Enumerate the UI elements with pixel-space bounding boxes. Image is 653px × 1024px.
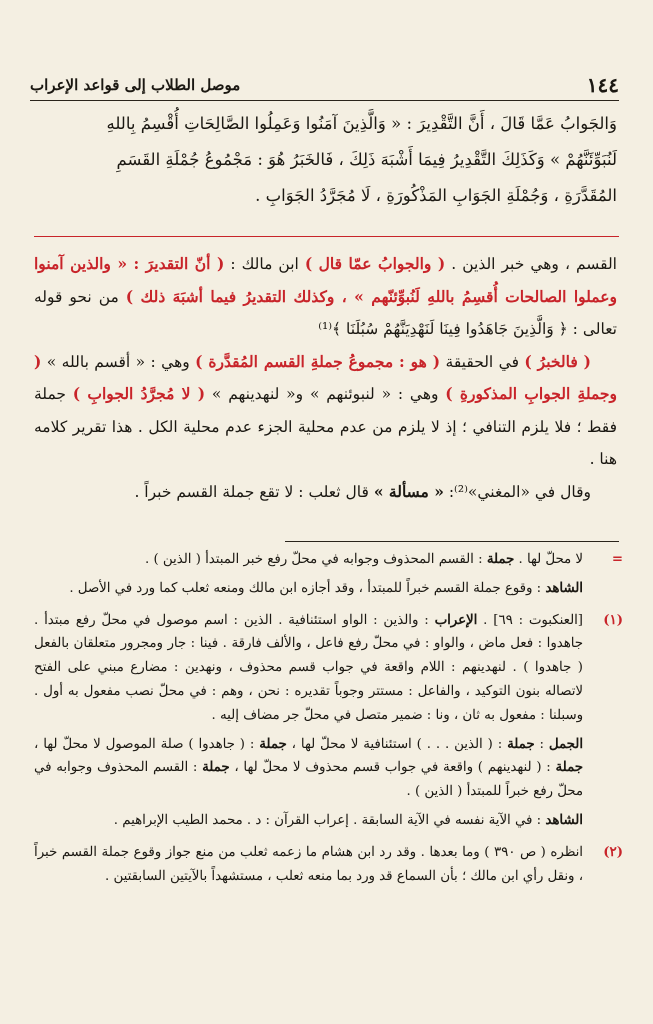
footnote-paragraph: [34, 733, 583, 804]
text-run: : وقوع جملة القسم خبراً للمبتدأ ، وقد أجازه ابن مالك ومنعه ثعلب كما ورد في الأصل .: [69, 580, 546, 596]
main-text-line: المُقَدَّرَةِ ، وَجُمْلَةِ الجَوَابِ المَذْكُورَةِ ، لَا مُجَرَّدُ الجَوَابِ .: [255, 186, 617, 205]
running-title: موصل الطلاب إلى قواعد الإعراب: [30, 76, 241, 94]
main-text: [34, 106, 617, 214]
bold-term: الشاهد: [545, 580, 583, 596]
highlighted-quote: ( أنّ التقديرَ : « والذين آمنوا وعملوا الصالحات أُقسِمُ باللهِ لَنُبوِّئنّهم » ، وكذلك التقديرُ فيما أشبَهَ ذلك ): [34, 254, 617, 306]
text-run: لا محلّ لها .: [514, 552, 583, 567]
bold-term: جملة: [486, 552, 515, 567]
footnote: [34, 609, 623, 835]
text-run: ابن مالك :: [224, 255, 305, 273]
bold-term: جملة: [259, 736, 287, 752]
text-run: : في الآية نفسه في الآية السابقة . إعراب القرآن : د . محمد الطيب الإبراهيم .: [113, 812, 546, 828]
page-header: [30, 70, 619, 101]
text-run: انظره ( ص ٣٩٠ ) وما بعدها . وقد رد ابن هشام ما زعمه ثعلب من منع جواز وقوع جملة القسم خبراً ، ونقل رأي ابن مالك ؛ بأن السماع قد ورد بما منعه ثعلب ، مستشهداً بالآيتين السابقتين .: [34, 844, 583, 884]
commentary: [34, 248, 617, 508]
footnotes: [34, 548, 623, 890]
footnote-paragraph: [34, 809, 583, 833]
main-text-line: وَالجَوابُ عَمَّا قَالَ ، أَنَّ التَّقْدِيرَ : « وَالَّذِينَ آمَنُوا وَعَمِلُوا الصَّالِحَاتِ أُقْسِمُ بِاللهِ: [106, 114, 617, 133]
commentary-paragraph: [34, 476, 617, 509]
commentary-paragraph: [34, 248, 617, 346]
bold-term: الإعراب: [434, 612, 478, 628]
footnote-rule: [285, 541, 619, 542]
highlighted-quote: ( هو : مجموعُ جملةِ القسم المُقدَّرة ): [195, 351, 441, 371]
bold-term: جملة: [507, 736, 535, 752]
text-run: : القسم المحذوف وجوابه في محلّ رفع خبر المبتدأ ( الذين ) .: [145, 552, 487, 567]
text-run: :: [534, 736, 549, 752]
commentary-paragraph: [34, 346, 617, 476]
text-run: القسم ، وهي خبر الذين .: [445, 255, 617, 273]
bold-term: جملة: [555, 760, 583, 776]
footnote-body: [34, 609, 583, 835]
highlighted-quote: ( والجوابُ عمّا قال ): [304, 254, 446, 273]
text-run: من نحو قوله تعالى : ﴿ وَالَّذِينَ جَاهَدُوا فِينَا لَنَهْدِيَنَّهُمْ سُبُلَنَا ﴾: [34, 287, 617, 338]
highlighted-quote: ( لا مُجرَّدُ الجوابِ ): [72, 384, 206, 403]
footnote-body: [34, 548, 583, 603]
bold-term: الشاهد: [545, 812, 583, 828]
footnote: [34, 548, 623, 603]
footnote-paragraph: [34, 548, 583, 572]
highlighted-quote: ( وجملةِ الجوابِ المذكورةِ ): [34, 351, 617, 403]
page-number: ١٤٤: [586, 73, 619, 97]
text-run: جملة فقط ؛ فلا يلزم التنافي ؛ إذ لا يلزم من عدم محلية الجزء عدم محلية الكل . هذا تقرير كلامه هنا .: [34, 385, 617, 468]
text-run: : ( لنهدينهم ) واقعة في جواب قسم محذوف لا محلّ لها ،: [229, 760, 556, 776]
bold-term: الجمل: [548, 736, 584, 752]
footnote-paragraph: [34, 577, 583, 601]
text-run: : والذين : الواو استئنافية . الذين : اسم موصول في محلّ رفع مبتدأ . جاهدوا : فعل ماض ، والواو : في محلّ رفع فاعل ، والألف فارقة . فينا : جار ومجرور متعلقان بالفعل ( جاهدوا ) . لنهدينهم : اللام واقعة في جواب قسم محذوف ، ونهدين : مضارع مبني على الفتح لاتصاله بنون التوكيد ، والفاعل : مستتر وجوباً تقديره : نحن ، وهم : في محلّ نصب مفعول به أول . وسبلنا : مفعول به ثان ، ونا : ضمير متصل في محلّ جر مضاف إليه .: [34, 612, 583, 723]
text-run: وهي : « لنبوئنهم » و« لنهدينهم »: [205, 385, 446, 403]
text-run: : ( الذين . . . ) استئنافية لا محلّ لها ،: [286, 736, 508, 752]
footnote-paragraph: [34, 841, 583, 889]
text-run: في الحقيقة: [440, 352, 525, 371]
section-divider: [34, 236, 619, 237]
text-run: : ( جاهدوا ) صلة الموصول لا محلّ لها ،: [34, 736, 260, 752]
main-text-line: لَنُبَوِّئَنَّهُمْ » وَكَذَلِكَ التَّقْدِيرُ فِيمَا أَشْبَهَ ذَلِكَ ، فَالخَبَرُ هُوَ : مَجْمُوعُ جُمْلَةِ القَسَمِ: [116, 150, 617, 169]
highlighted-quote: ( فالخبرُ ): [524, 351, 591, 371]
text-run: قال ثعلب : لا تقع جملة القسم خبراً .: [134, 482, 374, 501]
text-run: وهي : « أقسم بالله »: [41, 352, 196, 371]
footnote-paragraph: [34, 609, 583, 728]
bold-term: جملة: [202, 760, 230, 776]
text-run: : القسم المحذوف وجوابه في محلّ رفع خبراً للمبتدأ ( الذين ) .: [34, 760, 583, 800]
text-run: وقال في «المغني»⁽²⁾:: [443, 482, 591, 501]
text-run: ⁽¹⁾: [318, 320, 333, 338]
bold-term: « مسألة »: [373, 481, 444, 501]
footnote-body: [34, 841, 583, 891]
footnote-marker: =: [611, 552, 623, 567]
footnote: [34, 841, 623, 891]
footnote-marker: (٢): [603, 844, 623, 860]
footnote-marker: (١): [603, 612, 623, 628]
text-run: [العنكبوت : ٦٩] .: [477, 612, 583, 628]
